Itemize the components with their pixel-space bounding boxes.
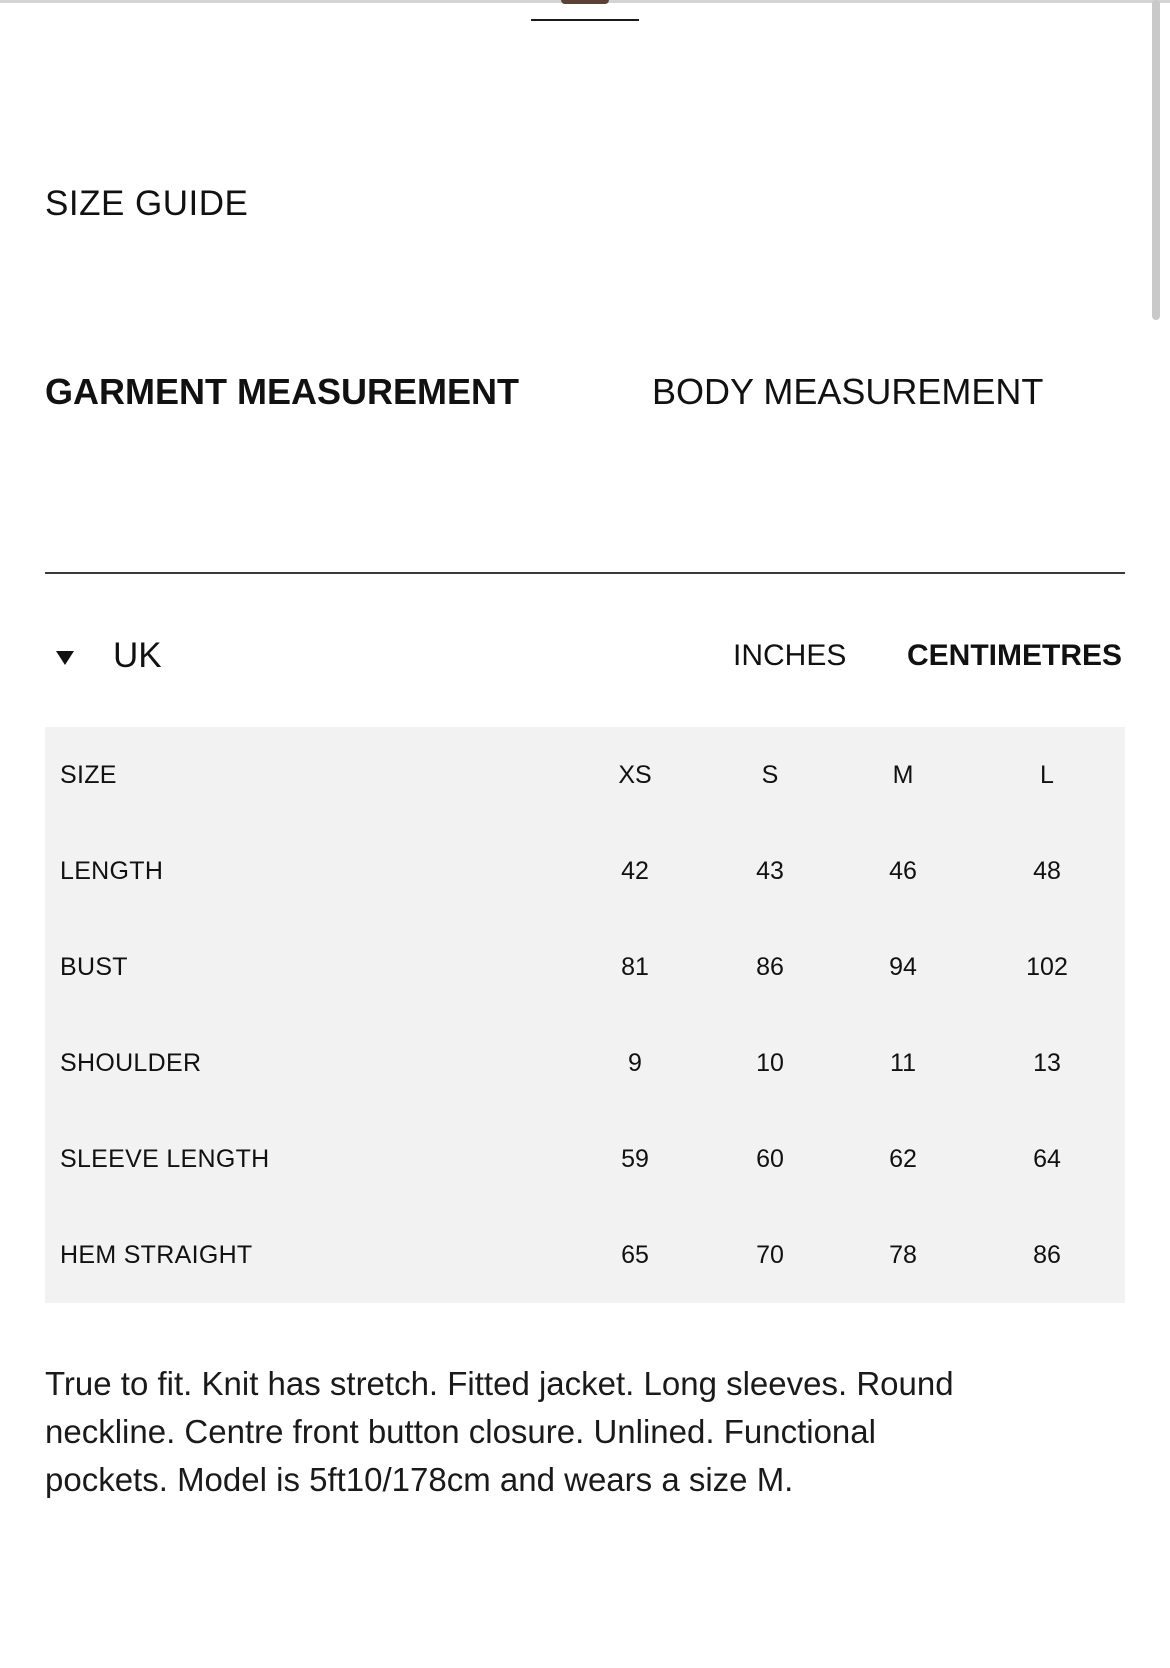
- region-label: UK: [113, 636, 162, 675]
- carousel-indicator[interactable]: [531, 0, 639, 22]
- row-label: SIZE: [60, 761, 117, 789]
- region-dropdown[interactable]: [56, 632, 162, 680]
- product-image-edge: [561, 0, 609, 4]
- size-table: [45, 727, 1125, 1303]
- unit-centimetres-toggle[interactable]: CENTIMETRES: [907, 639, 1123, 672]
- table-row-bust: [45, 919, 1125, 1015]
- table-cell: M: [892, 761, 914, 789]
- unit-inches-toggle[interactable]: INCHES: [733, 639, 847, 672]
- table-cell: 64: [1033, 1145, 1061, 1173]
- caret-down-icon: [56, 651, 74, 665]
- page-title: SIZE GUIDE: [45, 184, 249, 223]
- table-cell: 10: [756, 1049, 784, 1077]
- table-row-shoulder: [45, 1015, 1125, 1111]
- table-cell: 62: [889, 1145, 917, 1173]
- table-cell: XS: [618, 761, 652, 789]
- carousel-underline: [531, 19, 639, 21]
- divider: [45, 572, 1125, 574]
- table-cell: 70: [756, 1241, 784, 1269]
- product-fit-description: True to fit. Knit has stretch. Fitted jacket. Long sleeves. Round neckline. Centre front button closure. Unlined. Functional pockets. Model is 5ft10/178cm and wears a size M.: [45, 1365, 954, 1498]
- scrollbar[interactable]: [1152, 0, 1160, 320]
- table-cell: 60: [756, 1145, 784, 1173]
- table-cell: 65: [621, 1241, 649, 1269]
- row-label: SHOULDER: [60, 1049, 202, 1077]
- table-cell: 81: [621, 953, 649, 981]
- table-cell: L: [1040, 761, 1054, 789]
- table-cell: 13: [1033, 1049, 1061, 1077]
- tab-body-measurement[interactable]: BODY MEASUREMENT: [652, 371, 1044, 412]
- table-row-size: [45, 727, 1125, 823]
- row-label: HEM STRAIGHT: [60, 1241, 253, 1269]
- table-row-length: [45, 823, 1125, 919]
- tab-garment-measurement[interactable]: GARMENT MEASUREMENT: [45, 371, 519, 412]
- table-cell: 11: [890, 1049, 916, 1077]
- table-cell: 86: [1033, 1241, 1061, 1269]
- table-cell: 9: [628, 1049, 642, 1077]
- table-cell: 78: [889, 1241, 917, 1269]
- table-cell: 86: [756, 953, 784, 981]
- row-label: LENGTH: [60, 857, 164, 885]
- table-cell: 94: [889, 953, 917, 981]
- table-row-sleeve-length: [45, 1111, 1125, 1207]
- table-cell: 102: [1026, 953, 1068, 981]
- table-cell: 59: [621, 1145, 649, 1173]
- table-cell: 46: [889, 857, 917, 885]
- table-cell: 43: [756, 857, 784, 885]
- table-row-hem-straight: [45, 1207, 1125, 1303]
- table-cell: S: [761, 761, 779, 789]
- row-label: BUST: [60, 953, 128, 981]
- row-label: SLEEVE LENGTH: [60, 1145, 270, 1173]
- table-cell: 42: [621, 857, 649, 885]
- table-cell: 48: [1033, 857, 1061, 885]
